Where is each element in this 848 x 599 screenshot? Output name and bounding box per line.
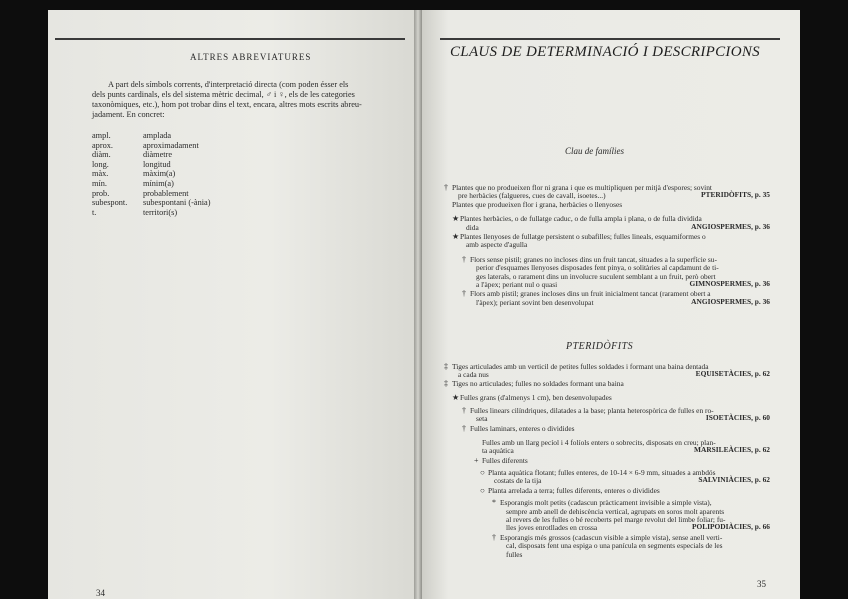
page-title: CLAUS DE DETERMINACIÓ I DESCRIPCIONS — [450, 44, 760, 60]
key-result: ISOETÀCIES, p. 60 — [705, 413, 770, 422]
key-line: Plantes que produeixen flor i grana, herbàcies o llenyoses — [452, 199, 623, 209]
key-line: seta — [476, 414, 488, 423]
key-line: Planta aquàtica flotant; fulles enteres, de 10-14 × 6-9 mm, situades a ambdós — [488, 468, 716, 477]
abbreviation-term: prob. — [92, 188, 110, 198]
intro-line: dels punts cardinals, els del sistema mètric decimal, ♂ i ♀, els de les categories — [92, 90, 355, 99]
abbreviation-meaning: subespontani (-ània) — [143, 198, 211, 208]
abbreviation-term: ampl. — [92, 131, 111, 140]
key-line: Tiges no articulades; fulles no soldades formant una baina — [452, 378, 624, 388]
key-marker: † — [462, 254, 466, 264]
abbreviation-meaning: mínim(a) — [143, 179, 174, 188]
key-result: POLIPODIÀCIES, p. 66 — [691, 522, 770, 532]
abbreviation-meaning: diàmetre — [143, 150, 173, 160]
key-line: ta aquàtica — [482, 446, 514, 456]
abbreviation-term: subespont. — [92, 198, 128, 208]
key-line: Fulles grans (d'almenys 1 cm), ben desenvolupades — [460, 393, 612, 403]
key-marker: ★ — [452, 393, 460, 403]
abbreviation-term: màx. — [92, 169, 109, 179]
key-line: cal, disposats fent una espiga o una panícula en segments especials de les — [506, 541, 723, 551]
key-marker: † — [462, 424, 466, 434]
key-line: Planta arrelada a terra; fulles diferents, enteres o dividides — [488, 485, 660, 495]
key-marker: ★ — [452, 232, 460, 241]
abbreviation-term: aprox. — [92, 140, 113, 150]
key-line: Esporangis molt petits (cadascun pràcticament invisible a simple vista), — [500, 498, 712, 508]
key-line: dida — [466, 222, 479, 232]
key-line: Plantes llenyoses de fullatge persistent o subafilles; fulles lineals, esquamiformes o — [460, 232, 706, 241]
right-page-number: 35 — [757, 579, 766, 589]
intro-line: jadament. En concret: — [92, 110, 165, 119]
abbreviation-meaning: probablement — [143, 188, 189, 198]
key-result: PTERIDÒFITS, p. 35 — [701, 190, 770, 200]
key-line: sempre amb anell de dehiscència vertical, agrupats en soros molt aparents — [506, 506, 725, 516]
key-line: l'àpex); periant sovint ben desenvolupat — [476, 297, 594, 307]
key-line: Plantes herbàcies, o de fullatge caduc, o de fulla ampla i plana, o de fulla dividida — [460, 214, 702, 224]
key-line: Fulles diferents — [482, 455, 528, 465]
key-line: a cada nus — [458, 370, 489, 380]
key-result: SALVINIÀCIES, p. 62 — [698, 475, 770, 485]
intro-line: A part dels símbols corrents, d'interpretació directa (com poden ésser els — [108, 80, 349, 89]
abbreviation-term: long. — [92, 159, 109, 169]
key-line: perior d'esquames llenyoses disposades fent pinya, o solitàries al capdamunt de ti- — [476, 263, 719, 273]
key-line: Fulles amb un llarg pecíol i 4 folíols enters o sobrecits, disposats en creu; plan- — [482, 437, 716, 447]
abbreviation-term: t. — [92, 207, 97, 217]
key-marker: † — [462, 405, 466, 415]
key-line: al revers de les fulles o bé recoberts pel marge revolut del limbe foliar; fu- — [506, 515, 726, 524]
key-marker: † — [444, 183, 448, 192]
key-line: Flors sense pistil; granes no incloses dins un fruit tancat, situades a la superfície su- — [470, 254, 717, 264]
key-line: Fulles linears cilíndriques, dilatades a la base; planta heterospòrica de fulles en ro- — [470, 405, 714, 415]
key-line: a l'àpex; periant nul o quasi — [476, 280, 558, 289]
left-header-rule — [55, 38, 405, 40]
abbreviation-meaning: longitud — [143, 159, 171, 169]
key-line: Esporangis més grossos (cadascun visible a simple vista), sense anell verti- — [500, 532, 723, 542]
key-marker: + — [474, 455, 479, 465]
key-marker: ★ — [452, 214, 460, 224]
abbreviation-meaning: aproximadament — [143, 140, 199, 150]
key-marker: ○ — [480, 468, 485, 477]
key-line: lles joves enrotllades en crossa — [506, 523, 598, 533]
subtitle-families: Clau de famílies — [565, 146, 624, 156]
key-marker: ‡ — [444, 378, 448, 388]
key-line: Flors amb pistil; granes incloses dins un fruit inicialment tancat (rarament obert a — [470, 289, 711, 299]
key-result: ANGIOSPERMES, p. 36 — [691, 296, 770, 306]
left-page-number: 34 — [96, 588, 105, 598]
key-line: amb aspecte d'agulla — [466, 240, 528, 250]
key-line: Plantes que no produeixen flor ni grana i que es multipliquen per mitjà d'espores; sovint — [452, 183, 712, 192]
abbreviation-meaning: amplada — [143, 131, 172, 140]
key-line: Fulles laminars, enteres o dividides — [470, 424, 575, 434]
abbreviation-meaning: màxim(a) — [143, 169, 176, 179]
key-result: EQUISETÀCIES, p. 62 — [695, 369, 770, 379]
key-line: fulles — [506, 549, 523, 559]
key-result: ANGIOSPERMES, p. 36 — [691, 221, 770, 231]
section-title: ALTRES ABREVIATURES — [190, 52, 312, 62]
right-header-rule — [440, 38, 780, 40]
key-marker: * — [492, 498, 496, 508]
key-line: Tiges articulades amb un verticil de petites fulles soldades i formant una baina dentada — [452, 362, 709, 371]
key-line: ges laterals, o rarament dins un involucre suculent semblant a un fruit, però obert — [476, 271, 716, 281]
key-marker: † — [492, 532, 496, 542]
book-gutter — [414, 10, 422, 599]
key-result: GIMNOSPERMES, p. 36 — [689, 279, 770, 288]
key-line: costats de la tija — [494, 476, 542, 486]
key-result: MARSILEÀCIES, p. 62 — [694, 445, 770, 455]
key-line: pre herbàcies (falgueres, cues de cavall, isoetes...) — [458, 191, 606, 201]
key-marker: ○ — [480, 485, 485, 495]
intro-line: taxonòmiques, etc.), hom pot trobar dins el text, encara, altres mots escrits abreu- — [92, 100, 362, 109]
abbreviation-term: mín. — [92, 179, 107, 188]
key-marker: † — [462, 289, 466, 299]
abbreviation-term: diàm. — [92, 150, 111, 160]
abbreviation-meaning: territori(s) — [143, 207, 178, 217]
subtitle-pteridophytes: PTERIDÒFITS — [566, 341, 634, 352]
key-marker: ‡ — [444, 362, 448, 371]
